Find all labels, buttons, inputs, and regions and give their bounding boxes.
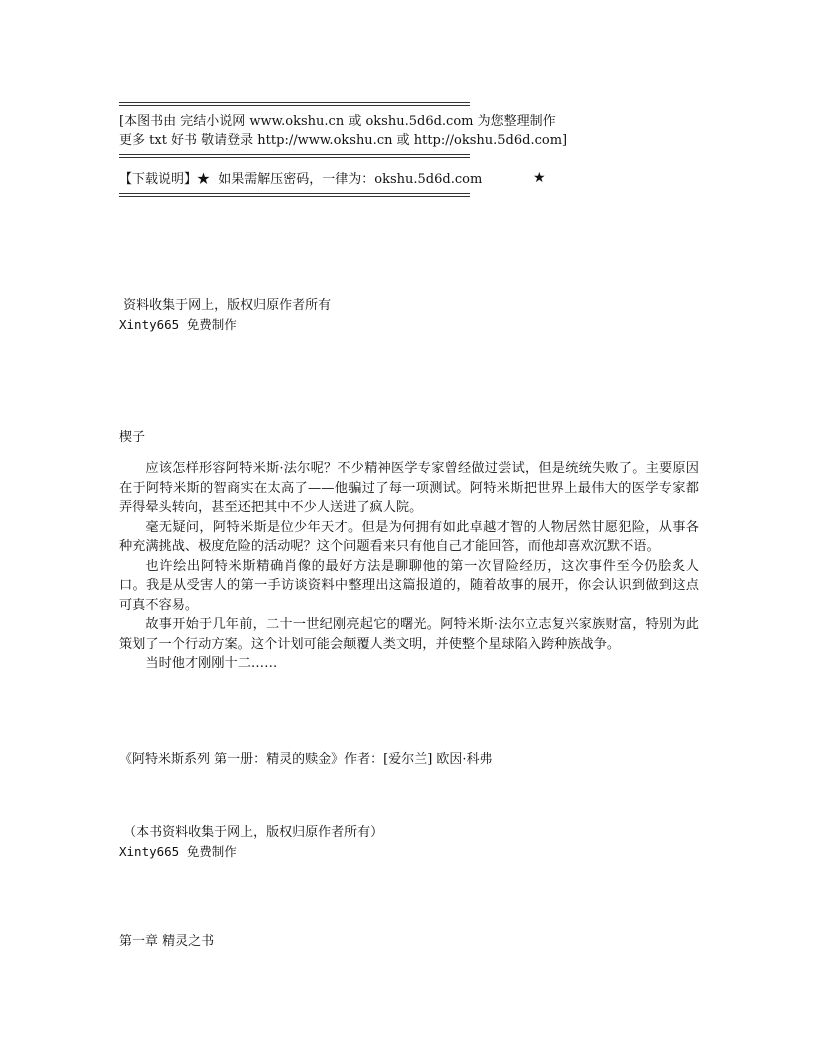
download-note: 【下载说明】★ 如果需解压密码，一律为：okshu.5d6d.com <box>119 172 483 187</box>
prologue-paragraph: 故事开始于几年前，二十一世纪刚亮起它的曙光。阿特米斯·法尔立志复兴家族财富，特别为此策划了一个行动方案。这个计划可能会颠覆人类文明，并使整个星球陷入跨种族战争。 <box>119 617 699 652</box>
prologue-body <box>119 459 699 674</box>
prologue-paragraph: 当时他才刚刚十二…… <box>145 656 278 671</box>
producer-credit: Xinty665 免费制作 <box>119 317 237 332</box>
source-line-2: 更多 txt 好书 敬请登录 http://www.okshu.cn 或 http://okshu.5d6d.com] <box>119 133 568 148</box>
prologue-title: 楔子 <box>119 430 146 445</box>
source-line-1: [本图书由 完结小说网 www.okshu.cn 或 okshu.5d6d.com 为您整理制作 <box>119 114 556 129</box>
prologue-paragraph: 毫无疑问，阿特米斯是位少年天才。但是为何拥有如此卓越才智的人物居然甘愿犯险，从事各种充满挑战、极度危险的活动呢？这个问题看来只有他自己才能回答，而他却喜欢沉默不语。 <box>119 519 699 554</box>
prologue-paragraph: 应该怎样形容阿特米斯·法尔呢？不少精神医学专家曾经做过尝试，但是统统失败了。主要原因在于阿特米斯的智商实在太高了——他骗过了每一项测试。阿特米斯把世界上最伟大的医学专家都弄得晕头转向，甚至还把其中不少人送进了疯人院。 <box>119 461 699 515</box>
copyright-note: 资料收集于网上，版权归原作者所有 <box>119 298 332 313</box>
star-icon: ★ <box>533 170 546 186</box>
book-title-line: 《阿特米斯系列 第一册：精灵的赎金》作者：[爱尔兰] 欧因·科弗 <box>119 752 493 767</box>
double-rule-middle <box>119 153 470 159</box>
copyright-note-2: （本书资料收集于网上，版权归原作者所有） <box>119 825 384 840</box>
double-rule-bottom <box>119 192 470 198</box>
prologue-paragraph: 也许绘出阿特米斯精确肖像的最好方法是聊聊他的第一次冒险经历，这次事件至今仍脍炙人口。我是从受害人的第一手访谈资料中整理出这篇报道的，随着故事的展开，你会认识到做到这点可真不容易。 <box>119 558 699 613</box>
producer-credit-2: Xinty665 免费制作 <box>119 844 237 859</box>
double-rule-top <box>119 101 470 107</box>
chapter-title: 第一章 精灵之书 <box>119 934 215 949</box>
